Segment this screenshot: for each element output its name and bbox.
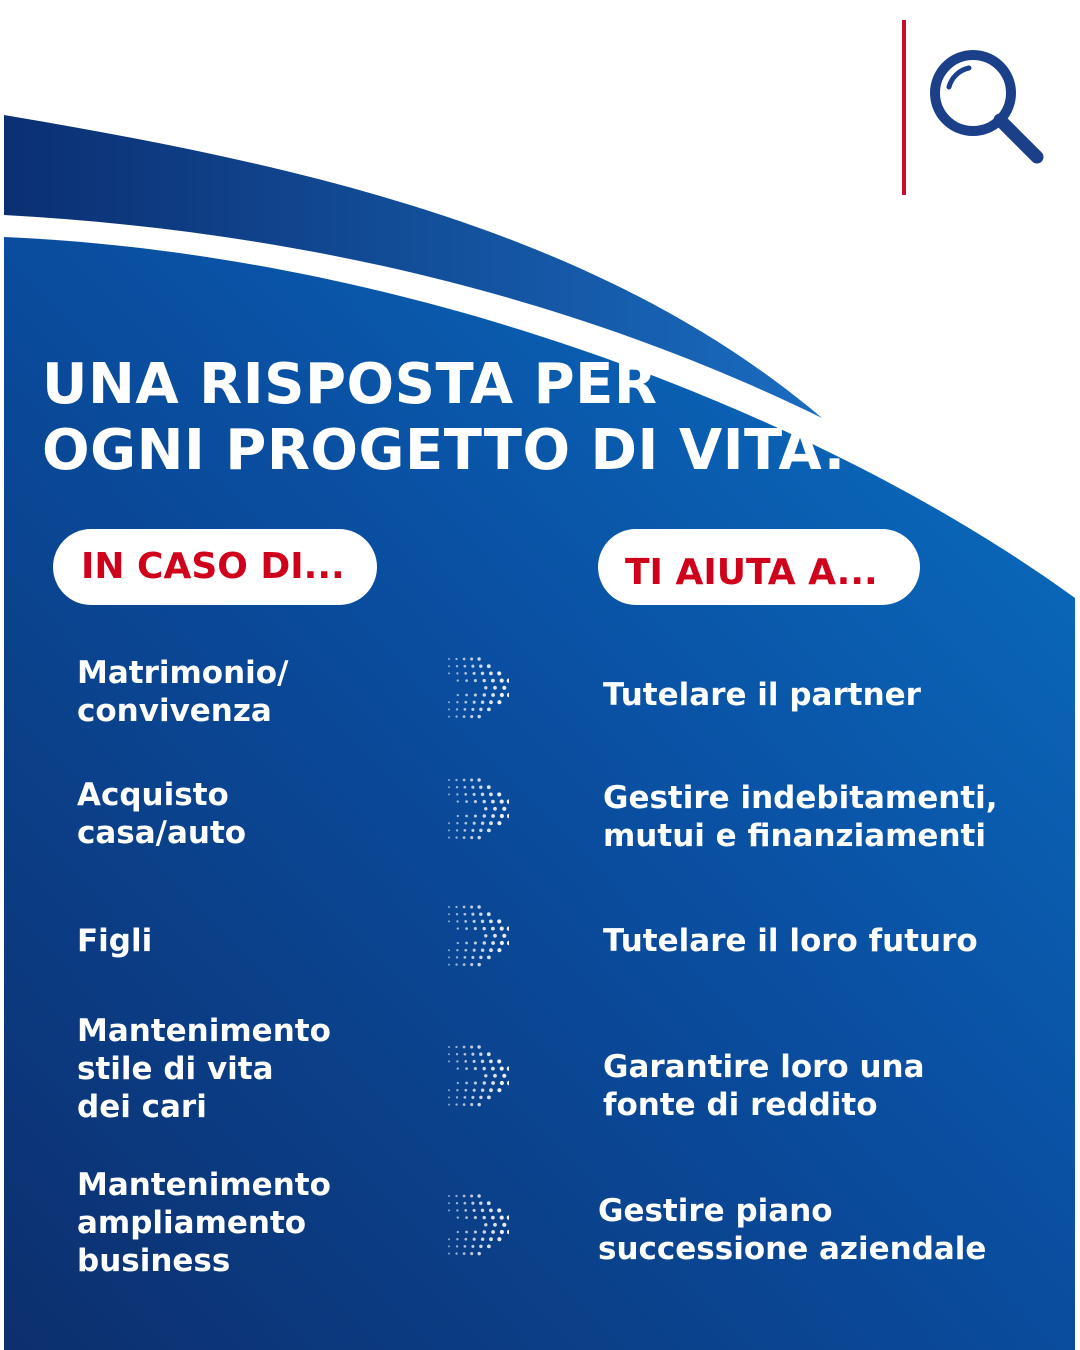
benefit-line: Tutelare il loro futuro (603, 923, 978, 959)
benefit-line: fonte di reddito (603, 1087, 878, 1123)
dotted-chevron-arrow-icon (443, 903, 509, 969)
life-event-line: dei cari (77, 1089, 207, 1125)
benefit-1 (603, 676, 921, 714)
life-event-line: convivenza (77, 693, 272, 729)
benefit-3 (603, 922, 978, 960)
benefit-5 (598, 1192, 986, 1268)
benefit-2 (603, 779, 998, 855)
title-line-1: UNA RISPOSTA PER (42, 352, 658, 417)
life-event-line: Figli (77, 923, 153, 959)
benefit-line: Tutelare il partner (603, 677, 921, 713)
life-event-line: ampliamento (77, 1205, 307, 1241)
life-event-line: Mantenimento (77, 1013, 331, 1049)
benefit-4 (603, 1048, 925, 1124)
dotted-chevron-arrow-icon (443, 776, 509, 842)
life-event-line: casa/auto (77, 815, 247, 851)
life-event-line: Acquisto (77, 777, 229, 813)
page-title (42, 352, 846, 484)
header-pill-ti-aiuta-a: TI AIUTA A... (598, 529, 920, 605)
life-event-line: business (77, 1243, 231, 1279)
dotted-chevron-arrow-icon (443, 1192, 509, 1258)
life-event-1 (77, 654, 288, 730)
red-divider-line (902, 20, 906, 195)
life-event-4 (77, 1012, 331, 1126)
search-icon (925, 45, 1055, 175)
life-event-line: stile di vita (77, 1051, 274, 1087)
life-event-line: Matrimonio/ (77, 655, 289, 691)
title-line-2: OGNI PROGETTO DI VITA: (42, 418, 847, 483)
benefit-line: Gestire indebitamenti, (603, 780, 998, 816)
benefit-line: Gestire piano (598, 1193, 833, 1229)
life-event-2 (77, 776, 246, 852)
life-event-5 (77, 1166, 331, 1280)
header-pill-in-caso-di: IN CASO DI... (53, 529, 377, 605)
benefit-line: successione aziendale (598, 1231, 987, 1267)
benefit-line: Garantire loro una (603, 1049, 925, 1085)
life-event-line: Mantenimento (77, 1167, 331, 1203)
dotted-chevron-arrow-icon (443, 1043, 509, 1109)
dotted-chevron-arrow-icon (443, 655, 509, 721)
life-event-3 (77, 922, 152, 960)
benefit-line: mutui e finanziamenti (603, 818, 986, 854)
